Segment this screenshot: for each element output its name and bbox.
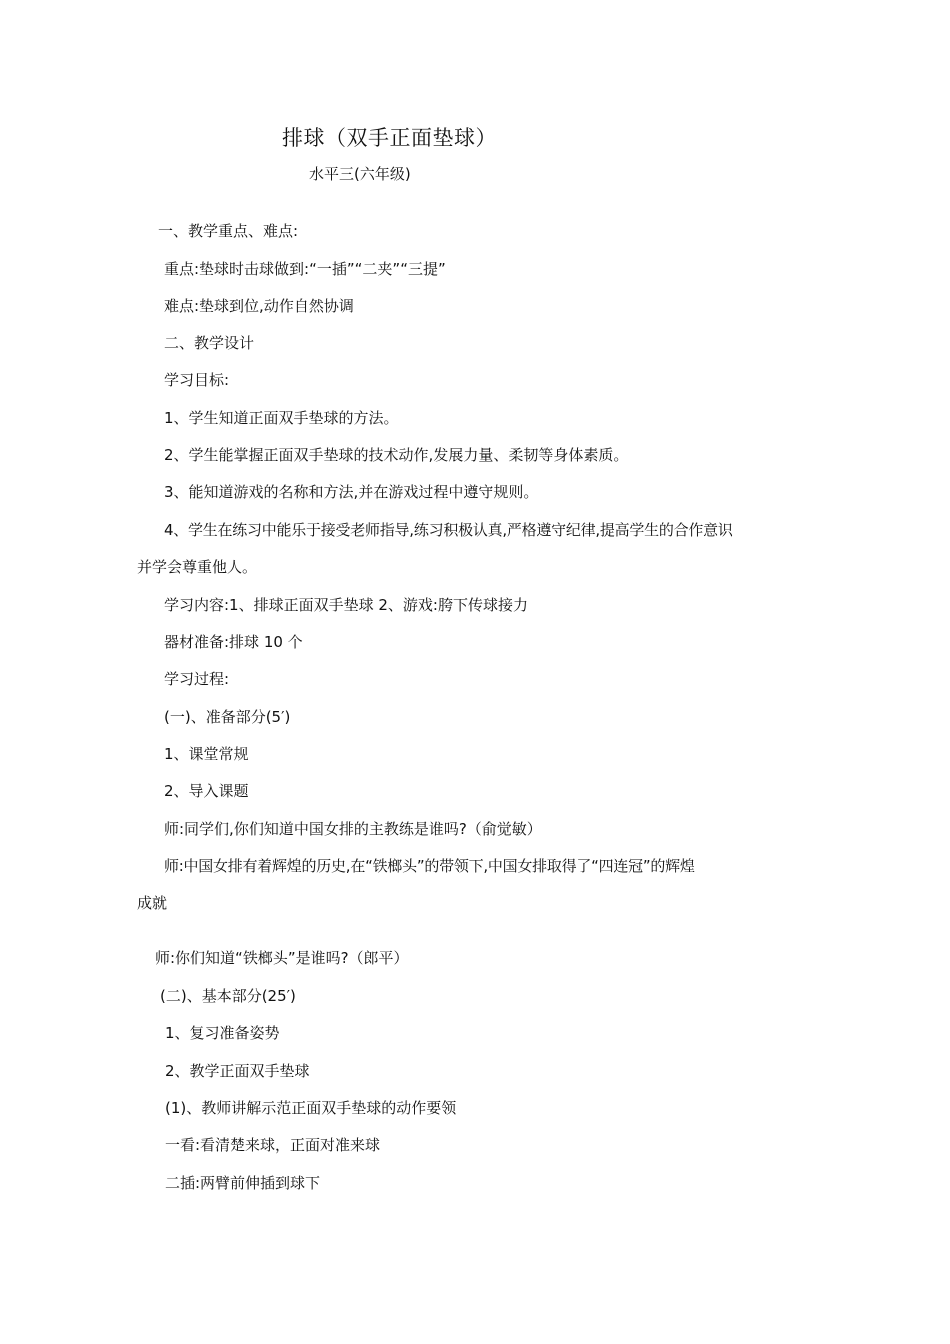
basic-item-1: 1、复习准备姿势 bbox=[165, 1024, 280, 1042]
technique-step-look: 一看:看清楚来球，正面对准来球 bbox=[165, 1136, 381, 1154]
objective-item-4-continued: 并学会尊重他人。 bbox=[137, 558, 258, 576]
preparation-item-2: 2、导入课题 bbox=[164, 782, 249, 800]
preparation-item-1: 1、课堂常规 bbox=[164, 745, 249, 763]
document-subtitle: 水平三(六年级) bbox=[309, 165, 411, 183]
section-heading-preparation: (一)、准备部分(5′) bbox=[164, 708, 291, 726]
paragraph-equipment: 器材准备:排球 10 个 bbox=[164, 633, 303, 651]
document-title: 排球（双手正面垫球） bbox=[282, 126, 497, 150]
section-heading-basic: (二)、基本部分(25′) bbox=[160, 987, 296, 1005]
paragraph-process-label: 学习过程: bbox=[164, 670, 230, 688]
paragraph-key-point: 重点:垫球时击球做到:“一插”“二夹”“三提” bbox=[164, 260, 446, 278]
technique-step-insert: 二插:两臂前伸插到球下 bbox=[165, 1174, 321, 1192]
objective-item-2: 2、学生能掌握正面双手垫球的技术动作,发展力量、柔韧等身体素质。 bbox=[164, 446, 629, 464]
objective-item-1: 1、学生知道正面双手垫球的方法。 bbox=[164, 409, 399, 427]
section-heading-key-points: 一、教学重点、难点: bbox=[158, 222, 299, 240]
teacher-question-coach: 师:同学们,你们知道中国女排的主教练是谁吗?（俞觉敏） bbox=[164, 820, 542, 838]
basic-subitem-1: (1)、教师讲解示范正面双手垫球的动作要领 bbox=[165, 1099, 457, 1117]
section-heading-design: 二、教学设计 bbox=[164, 334, 255, 352]
paragraph-difficulty: 难点:垫球到位,动作自然协调 bbox=[164, 297, 354, 315]
paragraph-objectives-label: 学习目标: bbox=[164, 371, 230, 389]
objective-item-3: 3、能知道游戏的名称和方法,并在游戏过程中遵守规则。 bbox=[164, 483, 539, 501]
teacher-history-statement-continued: 成就 bbox=[137, 894, 168, 912]
objective-item-4: 4、学生在练习中能乐于接受老师指导,练习积极认真,严格遵守纪律,提高学生的合作意识 bbox=[164, 521, 733, 539]
basic-item-2: 2、教学正面双手垫球 bbox=[165, 1062, 310, 1080]
teacher-history-statement: 师:中国女排有着辉煌的历史,在“铁榔头”的带领下,中国女排取得了“四连冠”的辉煌 bbox=[164, 857, 695, 875]
paragraph-content: 学习内容:1、排球正面双手垫球 2、游戏:胯下传球接力 bbox=[164, 596, 528, 614]
teacher-question-iron-hammer: 师:你们知道“铁榔头”是谁吗?（郎平） bbox=[155, 949, 409, 967]
